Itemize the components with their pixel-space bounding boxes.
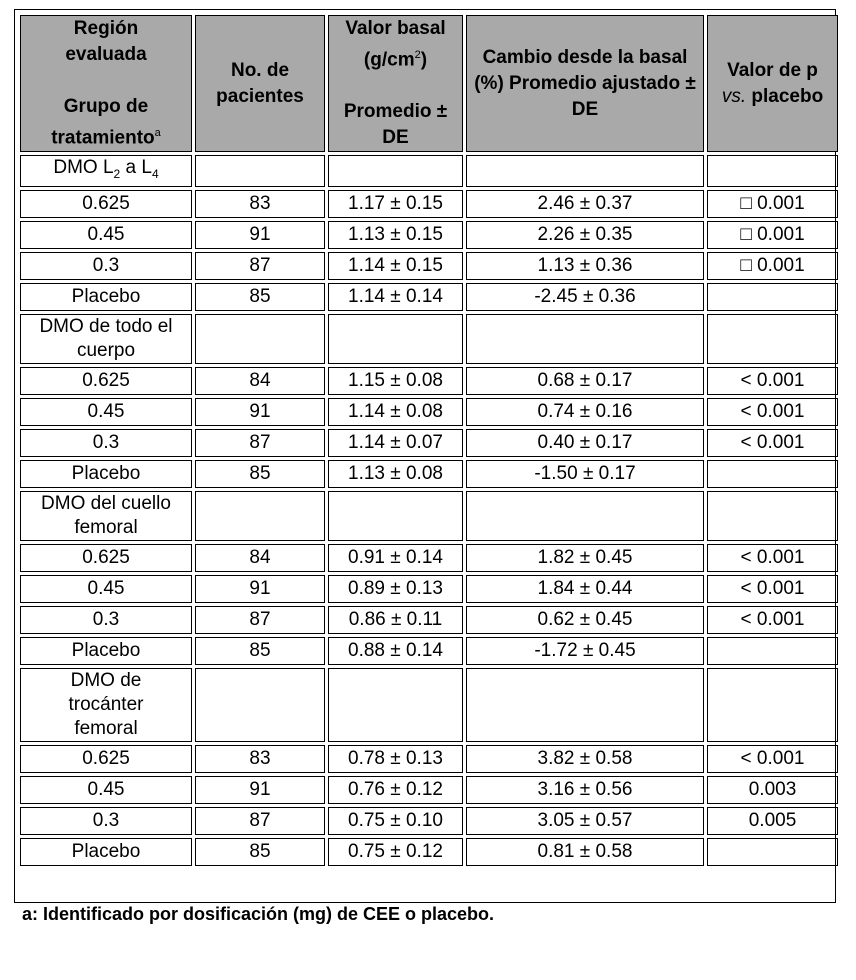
change-cell: 0.74 ± 0.16 xyxy=(466,398,704,426)
change-cell: 3.16 ± 0.56 xyxy=(466,776,704,804)
group-cell: 0.625 xyxy=(20,745,192,773)
region-label: DMO $L_2$ a $L_4$ xyxy=(20,155,192,187)
section-row-lumbar xyxy=(20,155,838,187)
group-cell: Placebo xyxy=(20,460,192,488)
baseline-cell: 0.86 ± 0.11 xyxy=(328,606,463,634)
empty-cell xyxy=(707,314,838,364)
change-cell: 2.26 ± 0.35 xyxy=(466,221,704,249)
baseline-cell: 0.78 ± 0.13 xyxy=(328,745,463,773)
header-p-value: Valor de p vs. placebo xyxy=(707,15,838,152)
section-row-femoral-trochanter xyxy=(20,668,838,742)
empty-cell xyxy=(466,314,704,364)
table-row xyxy=(20,252,838,280)
group-cell: 0.45 xyxy=(20,221,192,249)
patients-cell: 87 xyxy=(195,606,325,634)
change-cell: 0.68 ± 0.17 xyxy=(466,367,704,395)
change-cell: 1.13 ± 0.36 xyxy=(466,252,704,280)
p-value-cell xyxy=(707,460,838,488)
baseline-cell: 1.17 ± 0.15 xyxy=(328,190,463,218)
p-value-cell: < 0.001 xyxy=(707,544,838,572)
baseline-cell: 0.75 ± 0.12 xyxy=(328,838,463,866)
patients-cell: 85 xyxy=(195,283,325,311)
p-value-cell: □ 0.001 xyxy=(707,252,838,280)
empty-cell xyxy=(466,668,704,742)
baseline-cell: 1.14 ± 0.14 xyxy=(328,283,463,311)
baseline-cell: 1.15 ± 0.08 xyxy=(328,367,463,395)
group-cell: 0.3 xyxy=(20,807,192,835)
empty-cell xyxy=(328,668,463,742)
table-row xyxy=(20,460,838,488)
empty-cell xyxy=(707,668,838,742)
bmd-results-table xyxy=(17,12,841,869)
p-value-cell: < 0.001 xyxy=(707,745,838,773)
empty-cell xyxy=(195,314,325,364)
p-value-cell: < 0.001 xyxy=(707,606,838,634)
group-cell: 0.3 xyxy=(20,606,192,634)
change-cell: 0.40 ± 0.17 xyxy=(466,429,704,457)
patients-cell: 85 xyxy=(195,637,325,665)
group-cell: Placebo xyxy=(20,838,192,866)
group-cell: 0.45 xyxy=(20,575,192,603)
table-row xyxy=(20,221,838,249)
patients-cell: 83 xyxy=(195,190,325,218)
baseline-cell: 1.14 ± 0.15 xyxy=(328,252,463,280)
patients-cell: 91 xyxy=(195,575,325,603)
group-cell: 0.3 xyxy=(20,252,192,280)
patients-cell: 84 xyxy=(195,367,325,395)
footnote: a: Identificado por dosificación (mg) de CEE o placebo. xyxy=(22,904,495,924)
empty-cell xyxy=(466,491,704,541)
table-row xyxy=(20,544,838,572)
header-row xyxy=(20,15,838,152)
header-region-group: Región evaluada Grupo de tratamiento$^a$ xyxy=(20,15,192,152)
region-label: DMO de todo el cuerpo xyxy=(20,314,192,364)
empty-cell xyxy=(328,155,463,187)
region-label: DMO de trocánter femoral xyxy=(20,668,192,742)
group-cell: 0.45 xyxy=(20,398,192,426)
empty-cell xyxy=(195,491,325,541)
patients-cell: 87 xyxy=(195,807,325,835)
group-cell: 0.45 xyxy=(20,776,192,804)
table-row xyxy=(20,575,838,603)
empty-cell xyxy=(328,314,463,364)
empty-cell xyxy=(466,155,704,187)
table-row xyxy=(20,429,838,457)
group-cell: 0.625 xyxy=(20,544,192,572)
change-cell: 1.84 ± 0.44 xyxy=(466,575,704,603)
baseline-cell: 1.14 ± 0.08 xyxy=(328,398,463,426)
patients-cell: 87 xyxy=(195,252,325,280)
change-cell: 1.82 ± 0.45 xyxy=(466,544,704,572)
empty-cell xyxy=(195,155,325,187)
p-value-cell: < 0.001 xyxy=(707,367,838,395)
change-cell: 3.05 ± 0.57 xyxy=(466,807,704,835)
header-patients: No. de pacientes xyxy=(195,15,325,152)
change-cell: -1.50 ± 0.17 xyxy=(466,460,704,488)
baseline-cell: 0.88 ± 0.14 xyxy=(328,637,463,665)
empty-cell xyxy=(707,155,838,187)
change-cell: 0.81 ± 0.58 xyxy=(466,838,704,866)
p-value-cell: 0.005 xyxy=(707,807,838,835)
group-cell: 0.625 xyxy=(20,190,192,218)
p-value-cell xyxy=(707,283,838,311)
p-value-cell: □ 0.001 xyxy=(707,221,838,249)
patients-cell: 85 xyxy=(195,838,325,866)
p-value-cell: < 0.001 xyxy=(707,398,838,426)
baseline-cell: 1.13 ± 0.15 xyxy=(328,221,463,249)
baseline-cell: 1.13 ± 0.08 xyxy=(328,460,463,488)
patients-cell: 91 xyxy=(195,398,325,426)
table-row xyxy=(20,606,838,634)
patients-cell: 84 xyxy=(195,544,325,572)
empty-cell xyxy=(707,491,838,541)
p-value-cell xyxy=(707,838,838,866)
patients-cell: 83 xyxy=(195,745,325,773)
p-value-cell: < 0.001 xyxy=(707,429,838,457)
p-value-cell: < 0.001 xyxy=(707,575,838,603)
change-cell: 2.46 ± 0.37 xyxy=(466,190,704,218)
table-row xyxy=(20,745,838,773)
baseline-cell: 0.76 ± 0.12 xyxy=(328,776,463,804)
baseline-cell: 1.14 ± 0.07 xyxy=(328,429,463,457)
change-cell: -1.72 ± 0.45 xyxy=(466,637,704,665)
change-cell: 3.82 ± 0.58 xyxy=(466,745,704,773)
patients-cell: 87 xyxy=(195,429,325,457)
change-cell: 0.62 ± 0.45 xyxy=(466,606,704,634)
group-cell: Placebo xyxy=(20,637,192,665)
table-row xyxy=(20,398,838,426)
table-row xyxy=(20,838,838,866)
patients-cell: 91 xyxy=(195,221,325,249)
empty-cell xyxy=(195,668,325,742)
group-cell: 0.3 xyxy=(20,429,192,457)
header-baseline: Valor basal $(g/cm^2)$ Promedio ± DE xyxy=(328,15,463,152)
patients-cell: 85 xyxy=(195,460,325,488)
baseline-cell: 0.75 ± 0.10 xyxy=(328,807,463,835)
change-cell: -2.45 ± 0.36 xyxy=(466,283,704,311)
group-cell: 0.625 xyxy=(20,367,192,395)
table-row xyxy=(20,367,838,395)
baseline-cell: 0.91 ± 0.14 xyxy=(328,544,463,572)
table-row xyxy=(20,283,838,311)
baseline-cell: 0.89 ± 0.13 xyxy=(328,575,463,603)
table-row xyxy=(20,776,838,804)
patients-cell: 91 xyxy=(195,776,325,804)
region-label: DMO del cuello femoral xyxy=(20,491,192,541)
table-row xyxy=(20,190,838,218)
p-value-cell: 0.003 xyxy=(707,776,838,804)
header-change: Cambio desde la basal (%) Promedio ajustado ± DE xyxy=(466,15,704,152)
group-cell: Placebo xyxy=(20,283,192,311)
empty-cell xyxy=(328,491,463,541)
section-row-femoral-neck xyxy=(20,491,838,541)
p-value-cell xyxy=(707,637,838,665)
table-row xyxy=(20,807,838,835)
section-row-whole-body xyxy=(20,314,838,364)
p-value-cell: □ 0.001 xyxy=(707,190,838,218)
table-row xyxy=(20,637,838,665)
